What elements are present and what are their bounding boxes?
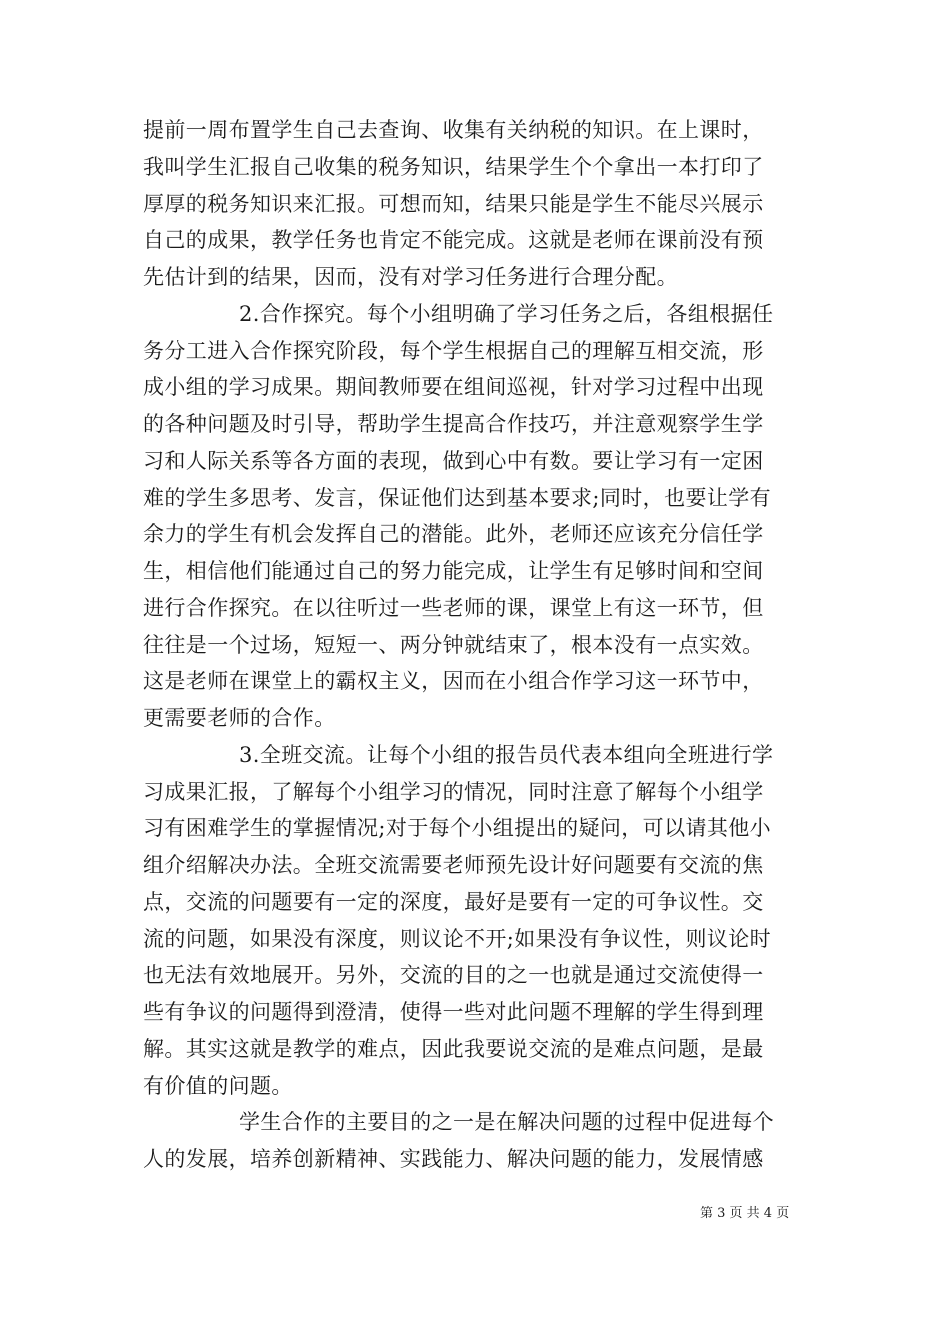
text-line: 点，交流的问题要有一定的深度，最好是要有一定的可争议性。交 bbox=[143, 889, 764, 914]
text-line: 解。其实这就是教学的难点，因此我要说交流的是难点问题，是最 bbox=[143, 1036, 764, 1061]
text-line: 提前一周布置学生自己去查询、收集有关纳税的知识。在上课时， bbox=[143, 118, 764, 142]
text-line: 2.合作探究。每个小组明确了学习任务之后，各组根据任 bbox=[239, 301, 774, 326]
text-line: 些有争议的问题得到澄清，使得一些对此问题不理解的学生得到理 bbox=[143, 1000, 764, 1024]
text-line: 有价值的问题。 bbox=[143, 1073, 293, 1098]
text-line: 难的学生多思考、发言，保证他们达到基本要求;同时，也要让学有 bbox=[143, 485, 772, 510]
text-line: 先估计到的结果，因而，没有对学习任务进行合理分配。 bbox=[143, 265, 678, 289]
text-line: 习成果汇报，了解每个小组学习的情况，同时注意了解每个小组学 bbox=[143, 779, 764, 804]
text-line: 学生合作的主要目的之一是在解决问题的过程中促进每个 bbox=[239, 1110, 774, 1135]
page-footer: 第 3 页 共 4 页 bbox=[700, 1206, 790, 1221]
text-line: 务分工进入合作探究阶段，每个学生根据自己的理解互相交流，形 bbox=[143, 338, 764, 363]
text-line: 进行合作探究。在以往听过一些老师的课，课堂上有这一环节，但 bbox=[143, 595, 764, 620]
text-line: 厚厚的税务知识来汇报。可想而知，结果只能是学生不能尽兴展示 bbox=[143, 191, 764, 216]
text-line: 习和人际关系等各方面的表现，做到心中有数。要让学习有一定困 bbox=[143, 448, 764, 473]
text-line: 这是老师在课堂上的霸权主义，因而在小组合作学习这一环节中， bbox=[143, 669, 764, 694]
text-line: 成小组的学习成果。期间教师要在组间巡视，针对学习过程中出现 bbox=[143, 375, 764, 400]
text-line: 更需要老师的合作。 bbox=[143, 706, 336, 730]
text-line: 我叫学生汇报自己收集的税务知识，结果学生个个拿出一本打印了 bbox=[143, 154, 764, 179]
text-line: 生，相信他们能通过自己的努力能完成，让学生有足够时间和空间 bbox=[143, 559, 764, 583]
text-line: 人的发展，培养创新精神、实践能力、解决问题的能力，发展情感 bbox=[143, 1147, 764, 1171]
text-line: 也无法有效地展开。另外，交流的目的之一也就是通过交流使得一 bbox=[143, 963, 764, 988]
text-line: 习有困难学生的掌握情况;对于每个小组提出的疑问，可以请其他小 bbox=[143, 816, 772, 841]
text-line: 组介绍解决办法。全班交流需要老师预先设计好问题要有交流的焦 bbox=[143, 853, 764, 877]
body-text bbox=[143, 112, 813, 1178]
text-line: 余力的学生有机会发挥自己的潜能。此外，老师还应该充分信任学 bbox=[143, 522, 764, 547]
text-line: 流的问题，如果没有深度，则议论不开;如果没有争议性，则议论时 bbox=[143, 926, 772, 951]
text-line: 自己的成果，教学任务也肯定不能完成。这就是老师在课前没有预 bbox=[143, 228, 764, 253]
text-line: 的各种问题及时引导，帮助学生提高合作技巧，并注意观察学生学 bbox=[143, 412, 764, 436]
text-line: 往往是一个过场，短短一、两分钟就结束了，根本没有一点实效。 bbox=[143, 632, 764, 657]
text-line: 3.全班交流。让每个小组的报告员代表本组向全班进行学 bbox=[239, 742, 774, 767]
